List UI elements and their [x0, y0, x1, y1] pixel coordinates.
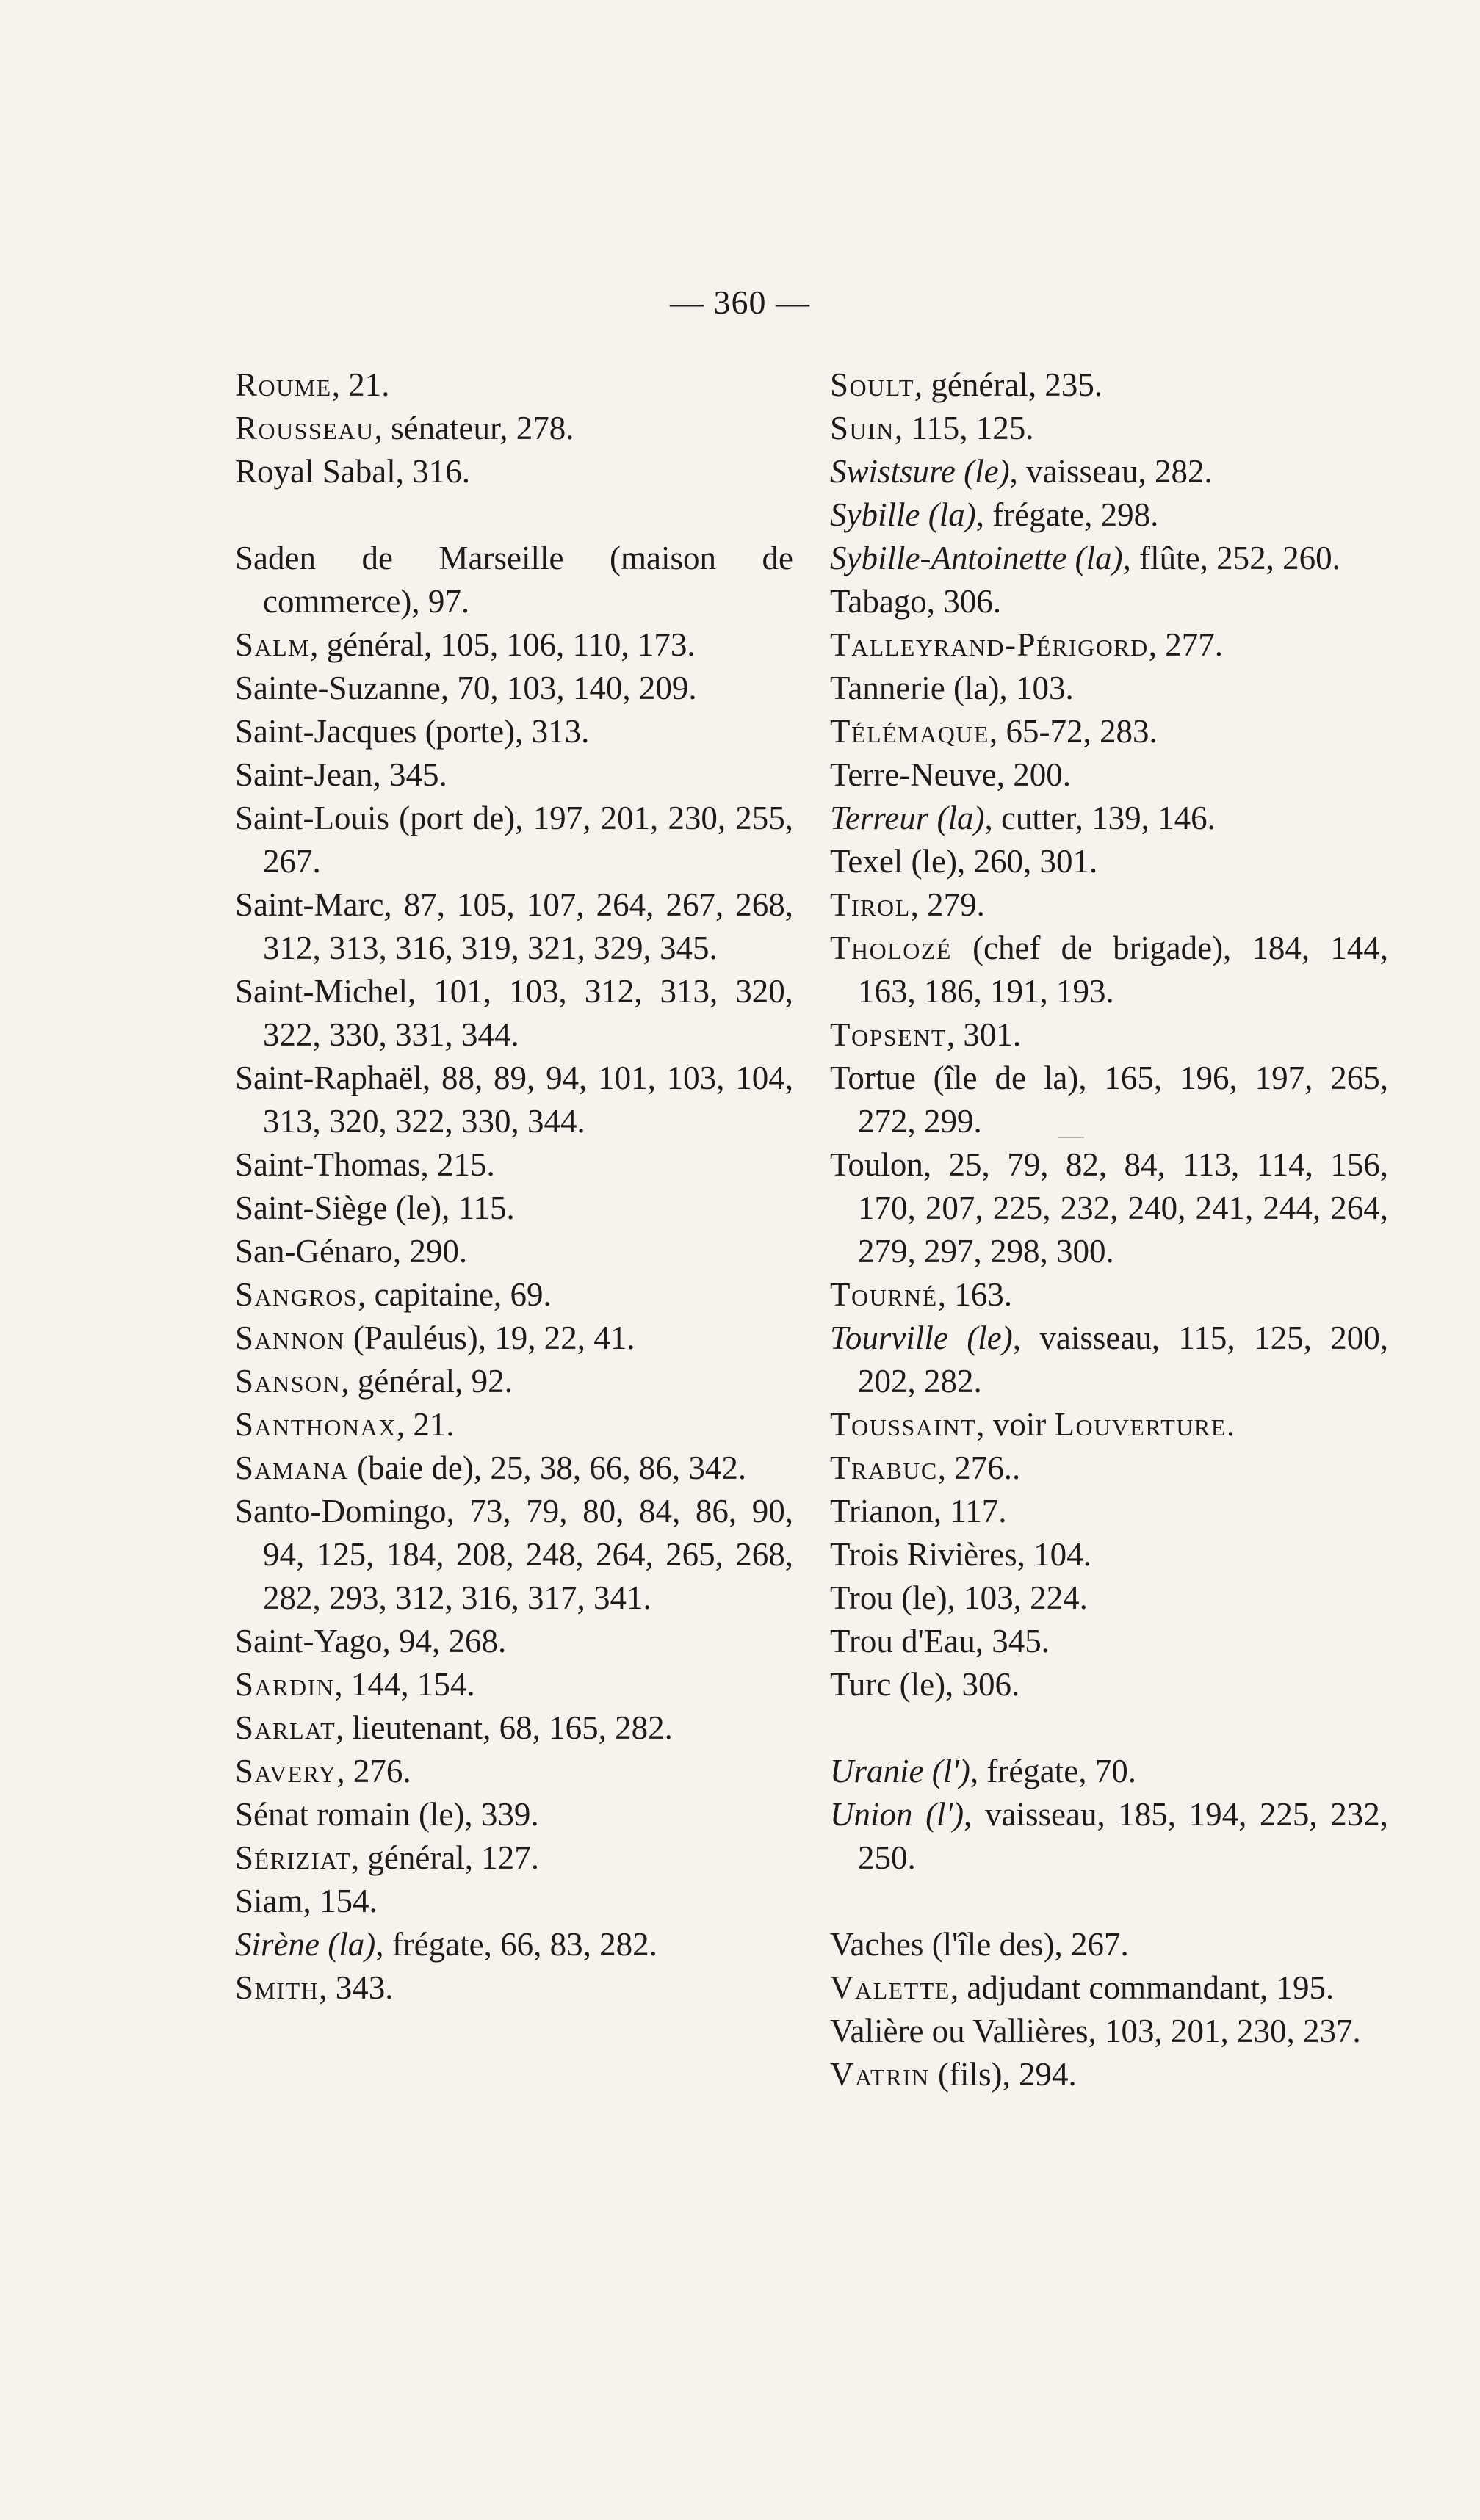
index-entry [235, 1143, 793, 1187]
entry-text: Tannerie (la), 103. [830, 670, 1074, 706]
page-number: — 360 — [670, 283, 810, 321]
entry-name: Talleyrand-Périgord [830, 626, 1149, 663]
entry-text: Sénat romain (le), 339. [235, 1796, 539, 1833]
index-entry [830, 1663, 1388, 1706]
entry-name: Santhonax [235, 1406, 397, 1443]
entry-text: Saint-Jacques (porte), 313. [235, 713, 590, 750]
entry-text: , vaisseau, 282. [1009, 453, 1213, 490]
entry-text: (baie de), 25, 38, 66, 86, 342. [348, 1449, 747, 1486]
index-column-right [830, 363, 1388, 2096]
index-entry [235, 1317, 793, 1360]
index-entry [235, 1187, 793, 1230]
entry-text: , général, 92. [341, 1363, 513, 1400]
entry-text: Trianon, 117. [830, 1493, 1007, 1529]
index-entry [830, 840, 1388, 883]
entry-name: Smith [235, 1969, 320, 2006]
entry-ship-name: Swistsure (le) [830, 453, 1010, 490]
index-entry [830, 1923, 1388, 1966]
entry-text: Saint-Raphaël, 88, 89, 94, 101, 103, 104, 313, 320, 322, 330, 344. [235, 1060, 793, 1140]
section-gap [830, 1706, 1388, 1750]
index-entry [235, 1057, 793, 1143]
entry-text: Tabago, 306. [830, 583, 1002, 620]
index-entry [235, 1273, 793, 1317]
entry-name: Sanson [235, 1363, 342, 1400]
index-entry [235, 710, 793, 753]
entry-text: , 276.. [937, 1449, 1021, 1486]
index-entry [830, 1533, 1388, 1576]
print-speck [1058, 1137, 1084, 1138]
index-entry [235, 667, 793, 710]
entry-name: Sangros [235, 1276, 358, 1313]
index-entry [235, 450, 793, 493]
section-gap [235, 493, 793, 537]
entry-text: Valière ou Vallières, 103, 201, 230, 237. [830, 2013, 1361, 2049]
index-entry [830, 537, 1388, 580]
entry-text: Trois Rivières, 104. [830, 1536, 1091, 1573]
index-entry [830, 1447, 1388, 1490]
entry-text: Siam, 154. [235, 1883, 378, 1919]
entry-text: , général, 105, 106, 110, 173. [310, 626, 696, 663]
entry-ship-name: Tourville (le) [830, 1319, 1013, 1356]
index-entry [830, 883, 1388, 927]
index-entry [235, 407, 793, 450]
entry-text: , voir [976, 1406, 1055, 1443]
index-entry [830, 1057, 1388, 1143]
entry-text: (fils), 294. [929, 2056, 1077, 2093]
entry-name: Tholozé [830, 930, 952, 966]
index-entry [830, 1793, 1388, 1880]
index-entry [235, 1793, 793, 1836]
entry-text: Terre-Neuve, 200. [830, 756, 1071, 793]
index-entry [830, 1403, 1388, 1447]
index-entry [235, 1403, 793, 1447]
entry-name: Sardin [235, 1666, 335, 1703]
entry-text: Saint-Louis (port de), 197, 201, 230, 255, 267. [235, 800, 793, 880]
entry-text: , 277. [1148, 626, 1223, 663]
entry-name: Sériziat [235, 1839, 351, 1876]
entry-name: Trabuc [830, 1449, 938, 1486]
entry-text: Saint-Marc, 87, 105, 107, 264, 267, 268, 312, 313, 316, 319, 321, 329, 345. [235, 886, 793, 966]
index-entry [830, 1013, 1388, 1057]
entry-text: , adjudant commandant, 195. [950, 1969, 1335, 2006]
entry-name: Suin [830, 410, 895, 446]
entry-text: , sénateur, 278. [374, 410, 574, 446]
entry-text: , 343. [319, 1969, 394, 2006]
entry-text: Trou (le), 103, 224. [830, 1579, 1088, 1616]
entry-ship-name: Uranie (l') [830, 1753, 970, 1789]
index-entry [830, 2010, 1388, 2053]
entry-name: Topsent [830, 1016, 947, 1053]
index-entry [830, 1620, 1388, 1663]
section-gap [830, 1880, 1388, 1923]
index-entry [235, 1663, 793, 1706]
entry-text: Saint-Michel, 101, 103, 312, 313, 320, 322, 330, 331, 344. [235, 973, 793, 1053]
index-entry [235, 883, 793, 970]
entry-name: Valette [830, 1969, 950, 2006]
entry-name: Soult [830, 366, 914, 403]
index-entry [235, 363, 793, 407]
entry-name: Roume [235, 366, 332, 403]
entry-text: Saint-Thomas, 215. [235, 1146, 495, 1183]
index-entry [830, 667, 1388, 710]
index-entry [235, 1923, 793, 1966]
entry-name: Sarlat [235, 1709, 336, 1746]
index-entry [830, 580, 1388, 623]
entry-name: Tirol [830, 886, 911, 923]
index-entry [235, 1706, 793, 1750]
index-entry [235, 1490, 793, 1620]
entry-text: , 65-72, 283. [989, 713, 1158, 750]
index-entry [830, 493, 1388, 537]
entry-name: Tourné [830, 1276, 938, 1313]
entry-text: Royal Sabal, 316. [235, 453, 470, 490]
entry-text: , 21. [396, 1406, 455, 1443]
entry-name: Louverture [1054, 1406, 1227, 1443]
index-entry [235, 537, 793, 623]
entry-ship-name: Union (l') [830, 1796, 964, 1833]
entry-text: , capitaine, 69. [358, 1276, 552, 1313]
entry-text: , vaisseau, 115, 125, 200, 202, 282. [858, 1319, 1389, 1400]
index-entry [830, 753, 1388, 797]
entry-text: , cutter, 139, 146. [984, 800, 1216, 836]
entry-text: , 115, 125. [894, 410, 1034, 446]
entry-text: San-Génaro, 290. [235, 1233, 468, 1270]
entry-name: Salm [235, 626, 311, 663]
entry-text: (Pauléus), 19, 22, 41. [344, 1319, 635, 1356]
entry-ship-name: Sirène (la) [235, 1926, 376, 1963]
entry-text: Santo-Domingo, 73, 79, 80, 84, 86, 90, 94, 125, 184, 208, 248, 264, 265, 268, 282, 293, 312, 316, 317, 341. [235, 1493, 793, 1616]
entry-name: Vatrin [830, 2056, 930, 2093]
index-entry [235, 1447, 793, 1490]
entry-text: , 276. [336, 1753, 411, 1789]
index-column-left [235, 363, 793, 2010]
entry-ship-name: Terreur (la) [830, 800, 985, 836]
entry-ship-name: Sybille-Antoinette (la) [830, 540, 1123, 576]
index-entry [830, 450, 1388, 493]
index-entry [830, 363, 1388, 407]
entry-text: Texel (le), 260, 301. [830, 843, 1098, 880]
index-entry [830, 1576, 1388, 1620]
entry-text: , 21. [331, 366, 390, 403]
index-entry [830, 407, 1388, 450]
index-entry [235, 623, 793, 667]
index-entry [235, 1966, 793, 2010]
entry-text: , frégate, 70. [970, 1753, 1136, 1789]
entry-text: Trou d'Eau, 345. [830, 1623, 1050, 1659]
index-entry [830, 1490, 1388, 1533]
entry-text: . [1226, 1406, 1235, 1443]
entry-text: Tortue (île de la), 165, 196, 197, 265, 272, 299. [830, 1060, 1388, 1140]
entry-text: , général, 235. [914, 366, 1103, 403]
index-entry [830, 1273, 1388, 1317]
entry-text: , 279. [910, 886, 985, 923]
index-entry [235, 1750, 793, 1793]
index-entry [830, 2053, 1388, 2096]
index-entry [830, 1143, 1388, 1273]
entry-name: Rousseau [235, 410, 375, 446]
entry-text: (chef de brigade), 184, 144, 163, 186, 191, 193. [858, 930, 1388, 1010]
entry-text: Vaches (l'île des), 267. [830, 1926, 1129, 1963]
entry-text: Saint-Yago, 94, 268. [235, 1623, 507, 1659]
index-entry [235, 1230, 793, 1273]
entry-ship-name: Sybille (la) [830, 496, 976, 533]
entry-text: , frégate, 66, 83, 282. [375, 1926, 657, 1963]
entry-text: , général, 127. [350, 1839, 540, 1876]
index-entry [235, 753, 793, 797]
entry-text: , 163. [937, 1276, 1012, 1313]
index-entry [830, 797, 1388, 840]
entry-text: Saint-Jean, 345. [235, 756, 447, 793]
index-entry [235, 797, 793, 883]
entry-name: Télémaque [830, 713, 989, 750]
index-entry [235, 1360, 793, 1403]
index-entry [830, 1966, 1388, 2010]
entry-text: Turc (le), 306. [830, 1666, 1020, 1703]
index-entry [830, 927, 1388, 1013]
entry-text: Saden de Marseille (maison de commerce), 97. [235, 540, 793, 620]
entry-text: , flûte, 252, 260. [1122, 540, 1340, 576]
index-entry [235, 1620, 793, 1663]
entry-text: , 144, 154. [334, 1666, 475, 1703]
entry-name: Toussaint [830, 1406, 977, 1443]
index-entry [235, 970, 793, 1057]
index-entry [235, 1880, 793, 1923]
index-entry [235, 1836, 793, 1880]
index-entry [830, 1317, 1388, 1403]
entry-text: Toulon, 25, 79, 82, 84, 113, 114, 156, 170, 207, 225, 232, 240, 241, 244, 264, 279, 297, 298, 300. [830, 1146, 1388, 1270]
entry-name: Sannon [235, 1319, 345, 1356]
entry-text: Sainte-Suzanne, 70, 103, 140, 209. [235, 670, 697, 706]
entry-text: Saint-Siège (le), 115. [235, 1190, 515, 1226]
index-entry [830, 710, 1388, 753]
entry-text: , 301. [946, 1016, 1022, 1053]
entry-name: Samana [235, 1449, 349, 1486]
entry-text: , frégate, 298. [975, 496, 1159, 533]
entry-text: , vaisseau, 185, 194, 225, 232, 250. [858, 1796, 1388, 1876]
entry-text: , lieutenant, 68, 165, 282. [336, 1709, 673, 1746]
index-entry [830, 1750, 1388, 1793]
entry-name: Savery [235, 1753, 337, 1789]
index-entry [830, 623, 1388, 667]
